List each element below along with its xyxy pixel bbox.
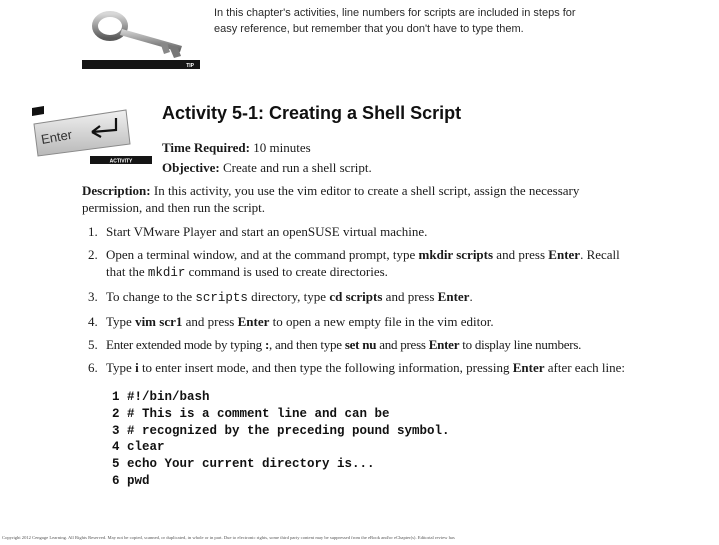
enter-key-icon [30,104,152,166]
key-icon [82,2,200,70]
code-line: 3 # recognized by the preceding pound symbol. [112,423,450,438]
code-block [112,389,450,490]
activity-title: Activity 5-1: Creating a Shell Script [162,103,462,123]
time-label: Time Required: [162,140,250,155]
time-value: 10 minutes [253,140,311,155]
code-line: 6 pwd [112,473,150,488]
code-line: 5 echo Your current directory is... [112,457,375,472]
step-4: 4. Type vim scr1 and press Enter to open a new empty file in the vim editor. [88,314,494,329]
description-text: In this activity, you use the vim editor to create a shell script, assign the necessary permission, and then run the script. [82,183,580,215]
description [82,182,622,216]
objective [162,160,372,176]
code-line: 2 # This is a comment line and can be [112,406,390,421]
step-1: 1. Start VMware Player and start an openSUSE virtual machine. [88,224,428,239]
code-line: 1 #!/bin/bash [112,390,210,404]
objective-label: Objective: [162,160,220,175]
copyright-footer: Copyright 2012 Cengage Learning. All Rights Reserved. May not be copied, scanned, or duplicated, in whole or in part. Due to electronic rights, some third party content may be suppressed from the eBook and/or eChapter(s). Editorial review has [2,535,455,540]
step-2: 2. Open a terminal window, and at the command prompt, type mkdir scripts and press Enter. Recall that the mkdir command is used to create directories. [88,247,620,280]
step-6: 6. Type i to enter insert mode, and then type the following information, pressing Enter after each line: [88,360,625,375]
enter-label: Enter [39,126,74,147]
time-required [162,140,311,156]
step-list [88,223,628,382]
description-label: Description: [82,183,151,198]
code-line: 4 clear [112,440,165,455]
tip-text: In this chapter's activities, line numbers for scripts are included in steps for easy reference, but remember that you don't have to type them. [214,7,576,35]
tip-badge: TIP [186,63,194,69]
step-3: 3. To change to the scripts directory, type cd scripts and press Enter. [88,289,473,305]
activity-badge: ACTIVITY [109,158,133,165]
objective-value: Create and run a shell script. [223,160,372,175]
step-5: 5. Enter extended mode by typing :, and then type set nu and press Enter to display line numbers. [88,337,582,352]
